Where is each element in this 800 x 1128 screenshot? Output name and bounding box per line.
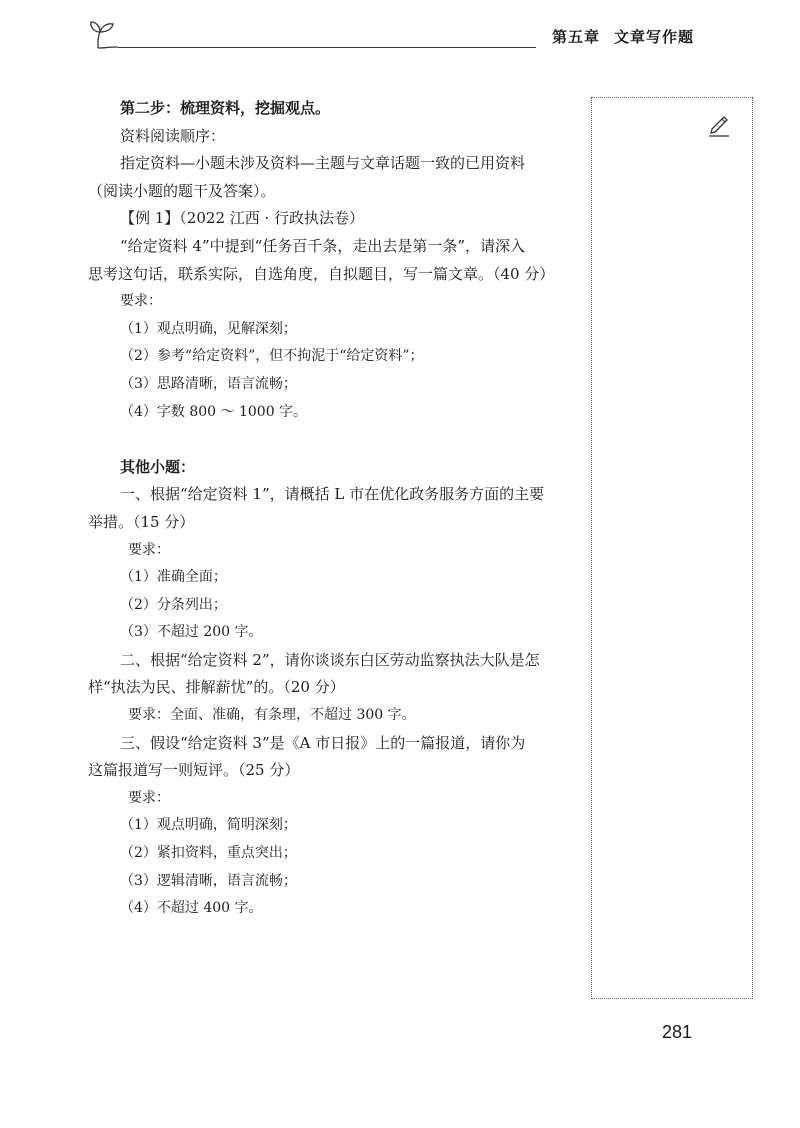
requirement-item: （3）思路清晰，语言流畅；	[120, 375, 297, 392]
question-text-line-2: 思考这句话，联系实际，自选角度，自拟题目，写一篇文章。（40 分）	[88, 264, 555, 283]
reading-order-label: 资料阅读顺序：	[120, 126, 226, 145]
reading-order-line-2: （阅读小题的题干及答案）。	[88, 181, 276, 200]
question-3-line-2: 这篇报道写一则短评。（25 分）	[88, 761, 300, 780]
chapter-number: 第五章	[551, 28, 600, 46]
question-1-line-1: 一、根据“给定资料 1”，请概括 L 市在优化政务服务方面的主要	[120, 485, 545, 504]
requirement-item: （3）不超过 200 字。	[120, 624, 263, 641]
other-questions-heading: 其他小题：	[120, 457, 196, 476]
question-text-line-1: “给定资料 4”中提到“任务百千条，走出去是第一条”，请深入	[120, 236, 525, 255]
requirements-label: 要求：	[128, 789, 170, 806]
sprout-icon	[88, 14, 124, 50]
pencil-icon	[706, 112, 732, 138]
requirement-item: （1）观点明确，简明深刻；	[120, 817, 297, 834]
requirement-item: （2）紧扣资料，重点突出；	[120, 845, 297, 862]
question-3-line-1: 三、假设“给定资料 3”是《A 市日报》上的一篇报道，请你为	[120, 733, 526, 752]
page-body	[88, 95, 583, 923]
requirement-item: （4）不超过 400 字。	[120, 900, 263, 917]
step-heading: 第二步：梳理资料，挖掘观点。	[120, 99, 331, 117]
requirement-item: （1）准确全面；	[120, 569, 227, 586]
requirement-item: （4）字数 800 ～ 1000 字。	[120, 403, 308, 420]
example-label: 【例 1】（2022 江西 · 行政执法卷）	[120, 209, 365, 228]
notes-box	[591, 97, 753, 999]
page-header	[88, 14, 708, 50]
question-2-requirements: 要求：全面、准确，有条理，不超过 300 字。	[128, 707, 416, 724]
page-number: 281	[661, 1022, 692, 1042]
requirement-item: （1）观点明确，见解深刻；	[120, 320, 297, 337]
requirements-label: 要求：	[128, 541, 170, 558]
question-2-line-2: 样“执法为民、排解薪忧”的。（20 分）	[88, 678, 345, 697]
question-1-line-2: 举措。（15 分）	[88, 512, 195, 531]
header-rule	[118, 47, 536, 48]
requirement-item: （3）逻辑清晰，语言流畅；	[120, 872, 297, 889]
reading-order-line-1: 指定资料—小题未涉及资料—主题与文章话题一致的已用资料	[120, 154, 526, 173]
question-2-line-1: 二、根据“给定资料 2”，请你谈谈东白区劳动监察执法大队是怎	[120, 650, 540, 669]
requirement-item: （2）分条列出；	[120, 596, 227, 613]
section-gap	[88, 426, 583, 454]
requirement-item: （2）参考“给定资料”，但不拘泥于“给定资料”；	[120, 348, 424, 365]
chapter-title	[538, 26, 694, 47]
requirements-label: 要求：	[120, 293, 162, 310]
chapter-name: 文章写作题	[613, 28, 694, 46]
